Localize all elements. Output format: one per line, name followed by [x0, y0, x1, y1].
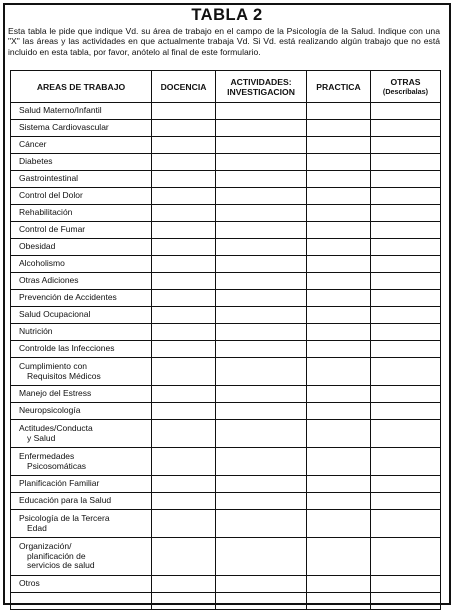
- docencia-cell[interactable]: [152, 103, 216, 120]
- otras-cell[interactable]: [371, 205, 441, 222]
- investigacion-cell[interactable]: [216, 420, 307, 448]
- docencia-cell[interactable]: [152, 273, 216, 290]
- table-row: [11, 510, 441, 538]
- practica-cell[interactable]: [307, 341, 371, 358]
- practica-cell[interactable]: [307, 290, 371, 307]
- area-cell: [11, 538, 152, 576]
- table-row: [11, 386, 441, 403]
- investigacion-cell[interactable]: [216, 222, 307, 239]
- docencia-cell[interactable]: [152, 510, 216, 538]
- table-row: [11, 403, 441, 420]
- docencia-cell[interactable]: [152, 137, 216, 154]
- docencia-cell[interactable]: [152, 120, 216, 137]
- table-row: [11, 576, 441, 593]
- otras-cell[interactable]: [371, 538, 441, 576]
- investigacion-cell[interactable]: [216, 386, 307, 403]
- table-row: [11, 358, 441, 386]
- docencia-cell[interactable]: [152, 290, 216, 307]
- area-cell: [11, 341, 152, 358]
- investigacion-cell[interactable]: [216, 171, 307, 188]
- docencia-cell[interactable]: [152, 358, 216, 386]
- table-row: [11, 256, 441, 273]
- area-cell: [11, 493, 152, 510]
- practica-cell[interactable]: [307, 358, 371, 386]
- practica-cell[interactable]: [307, 476, 371, 493]
- area-label: servicios de salud: [27, 560, 95, 571]
- practica-cell[interactable]: [307, 538, 371, 576]
- area-cell: [11, 171, 152, 188]
- area-cell: [11, 154, 152, 171]
- otras-cell[interactable]: [371, 386, 441, 403]
- area-cell: [11, 273, 152, 290]
- area-cell: [11, 188, 152, 205]
- investigacion-cell[interactable]: [216, 239, 307, 256]
- investigacion-cell[interactable]: [216, 593, 307, 610]
- area-cell: [11, 420, 152, 448]
- investigacion-cell[interactable]: [216, 307, 307, 324]
- area-label: Nutrición: [19, 326, 53, 337]
- intro-text: Esta tabla le pide que indique Vd. su área de trabajo en el campo de la Psicología de la Salud. Indique con una "X" las áreas y las actividades en que actualmente trabaja Vd. Si Vd. está realizando algún trabajo que no está incluido en esta tabla, por favor, anótelo al final de este formulario.: [8, 26, 440, 57]
- otras-cell[interactable]: [371, 273, 441, 290]
- area-cell: [11, 510, 152, 538]
- area-cell: [11, 290, 152, 307]
- area-label: Gastrointestinal: [19, 173, 79, 184]
- otras-cell[interactable]: [371, 239, 441, 256]
- table-row: [11, 154, 441, 171]
- area-label: Cumplimiento con: [19, 360, 88, 371]
- header-otras: [371, 71, 441, 103]
- investigacion-cell[interactable]: [216, 188, 307, 205]
- otras-cell[interactable]: [371, 324, 441, 341]
- practica-cell[interactable]: [307, 510, 371, 538]
- practica-cell[interactable]: [307, 205, 371, 222]
- investigacion-cell[interactable]: [216, 273, 307, 290]
- practica-cell[interactable]: [307, 188, 371, 205]
- table-row: [11, 239, 441, 256]
- investigacion-cell[interactable]: [216, 576, 307, 593]
- area-label: Organización/: [19, 541, 72, 552]
- area-cell: [11, 120, 152, 137]
- area-cell: [11, 386, 152, 403]
- table-row: [11, 593, 441, 610]
- table-row: [11, 307, 441, 324]
- table-row: [11, 290, 441, 307]
- area-label: Control de Fumar: [19, 224, 86, 235]
- docencia-cell[interactable]: [152, 493, 216, 510]
- investigacion-cell[interactable]: [216, 103, 307, 120]
- practica-cell[interactable]: [307, 493, 371, 510]
- area-cell: [11, 476, 152, 493]
- area-label: Requisitos Médicos: [27, 370, 101, 381]
- investigacion-cell[interactable]: [216, 510, 307, 538]
- area-label: Obesidad: [19, 241, 56, 252]
- area-label: Educación para la Salud: [19, 495, 112, 506]
- area-cell: [11, 403, 152, 420]
- docencia-cell[interactable]: [152, 324, 216, 341]
- otras-cell[interactable]: [371, 403, 441, 420]
- area-cell: [11, 593, 152, 610]
- area-cell: [11, 448, 152, 476]
- otras-cell[interactable]: [371, 420, 441, 448]
- practica-cell[interactable]: [307, 448, 371, 476]
- table-row: [11, 103, 441, 120]
- area-cell: [11, 239, 152, 256]
- header-actividades-line2: INVESTIGACION: [227, 86, 295, 97]
- docencia-cell[interactable]: [152, 476, 216, 493]
- practica-cell[interactable]: [307, 103, 371, 120]
- investigacion-cell[interactable]: [216, 403, 307, 420]
- docencia-cell[interactable]: [152, 420, 216, 448]
- investigacion-cell[interactable]: [216, 120, 307, 137]
- otras-cell[interactable]: [371, 493, 441, 510]
- docencia-cell[interactable]: [152, 256, 216, 273]
- area-label: Salud Ocupacional: [19, 309, 91, 320]
- area-cell: [11, 222, 152, 239]
- otras-cell[interactable]: [371, 137, 441, 154]
- practica-cell[interactable]: [307, 154, 371, 171]
- otras-cell[interactable]: [371, 222, 441, 239]
- table-row: [11, 171, 441, 188]
- investigacion-cell[interactable]: [216, 256, 307, 273]
- docencia-cell[interactable]: [152, 188, 216, 205]
- otras-cell[interactable]: [371, 448, 441, 476]
- table-row: [11, 324, 441, 341]
- investigacion-cell[interactable]: [216, 341, 307, 358]
- header-otras-label: OTRAS: [390, 76, 421, 87]
- otras-cell[interactable]: [371, 307, 441, 324]
- table-row: [11, 493, 441, 510]
- area-cell: [11, 256, 152, 273]
- otras-cell[interactable]: [371, 103, 441, 120]
- docencia-cell[interactable]: [152, 239, 216, 256]
- area-label: Controlde las Infecciones: [19, 343, 115, 354]
- otras-cell[interactable]: [371, 510, 441, 538]
- table-row: [11, 448, 441, 476]
- area-cell: [11, 103, 152, 120]
- practica-cell[interactable]: [307, 171, 371, 188]
- practica-cell[interactable]: [307, 256, 371, 273]
- docencia-cell[interactable]: [152, 403, 216, 420]
- investigacion-cell[interactable]: [216, 290, 307, 307]
- investigacion-cell[interactable]: [216, 358, 307, 386]
- area-label: Alcoholismo: [19, 258, 65, 269]
- header-otras-sub: (Descríbalas): [382, 86, 429, 96]
- docencia-cell[interactable]: [152, 307, 216, 324]
- investigacion-cell[interactable]: [216, 324, 307, 341]
- practica-cell[interactable]: [307, 239, 371, 256]
- table-row: [11, 205, 441, 222]
- table-row: [11, 341, 441, 358]
- investigacion-cell[interactable]: [216, 493, 307, 510]
- area-label: Diabetes: [19, 156, 53, 167]
- practica-cell[interactable]: [307, 137, 371, 154]
- otras-cell[interactable]: [371, 120, 441, 137]
- table-row: [11, 273, 441, 290]
- docencia-cell[interactable]: [152, 154, 216, 171]
- otras-cell[interactable]: [371, 188, 441, 205]
- practica-cell[interactable]: [307, 403, 371, 420]
- area-label: planificación de: [27, 550, 86, 561]
- practica-cell[interactable]: [307, 593, 371, 610]
- practica-cell[interactable]: [307, 222, 371, 239]
- otras-cell[interactable]: [371, 290, 441, 307]
- investigacion-cell[interactable]: [216, 154, 307, 171]
- practica-cell[interactable]: [307, 273, 371, 290]
- otras-cell[interactable]: [371, 171, 441, 188]
- table-row: [11, 137, 441, 154]
- docencia-cell[interactable]: [152, 386, 216, 403]
- header-practica: PRACTICA: [307, 71, 371, 103]
- page-title: TABLA 2: [191, 6, 263, 24]
- area-label: Otros: [19, 578, 40, 589]
- otras-cell[interactable]: [371, 593, 441, 610]
- area-label: Neuropsicología: [19, 405, 81, 416]
- table-row: [11, 222, 441, 239]
- practica-cell[interactable]: [307, 324, 371, 341]
- area-label: Otras Adiciones: [19, 275, 79, 286]
- otras-cell[interactable]: [371, 358, 441, 386]
- area-label: Enfermedades: [19, 450, 75, 461]
- area-cell: [11, 205, 152, 222]
- area-cell: [11, 324, 152, 341]
- header-docencia: DOCENCIA: [152, 71, 216, 103]
- practica-cell[interactable]: [307, 386, 371, 403]
- area-label: Control del Dolor: [19, 190, 83, 201]
- investigacion-cell[interactable]: [216, 476, 307, 493]
- table-row: [11, 476, 441, 493]
- area-label: Sistema Cardiovascular: [19, 122, 109, 133]
- table-row: [11, 420, 441, 448]
- docencia-cell[interactable]: [152, 448, 216, 476]
- docencia-cell[interactable]: [152, 576, 216, 593]
- docencia-cell[interactable]: [152, 171, 216, 188]
- area-label: Rehabilitación: [19, 207, 73, 218]
- area-label: Planificación Familiar: [19, 478, 100, 489]
- investigacion-cell[interactable]: [216, 448, 307, 476]
- area-label: Prevención de Accidentes: [19, 292, 117, 303]
- table-row: [11, 188, 441, 205]
- table-header-row: [11, 71, 441, 103]
- area-cell: [11, 358, 152, 386]
- area-label: Edad: [27, 522, 47, 533]
- area-cell: [11, 307, 152, 324]
- otras-cell[interactable]: [371, 256, 441, 273]
- area-label: Psicología de la Tercera: [19, 512, 110, 523]
- investigacion-cell[interactable]: [216, 205, 307, 222]
- docencia-cell[interactable]: [152, 205, 216, 222]
- area-label: Cáncer: [19, 139, 47, 150]
- table-row: [11, 538, 441, 576]
- docencia-cell[interactable]: [152, 538, 216, 576]
- otras-cell[interactable]: [371, 341, 441, 358]
- investigacion-cell[interactable]: [216, 137, 307, 154]
- docencia-cell[interactable]: [152, 222, 216, 239]
- investigacion-cell[interactable]: [216, 538, 307, 576]
- area-label: Salud Materno/Infantil: [19, 105, 102, 116]
- practica-cell[interactable]: [307, 307, 371, 324]
- table-row: [11, 120, 441, 137]
- practica-cell[interactable]: [307, 576, 371, 593]
- header-actividades: [216, 71, 307, 103]
- work-areas-table: [10, 70, 441, 610]
- docencia-cell[interactable]: [152, 341, 216, 358]
- header-areas: AREAS DE TRABAJO: [11, 71, 152, 103]
- area-cell: [11, 137, 152, 154]
- practica-cell[interactable]: [307, 420, 371, 448]
- area-label: Actitudes/Conducta: [19, 422, 93, 433]
- docencia-cell[interactable]: [152, 593, 216, 610]
- otras-cell[interactable]: [371, 576, 441, 593]
- area-label: y Salud: [27, 432, 56, 443]
- practica-cell[interactable]: [307, 120, 371, 137]
- area-label: Psicosomáticas: [27, 460, 87, 471]
- header-actividades-line1: ACTIVIDADES:: [230, 76, 292, 87]
- area-label: Manejo del Estress: [19, 388, 92, 399]
- otras-cell[interactable]: [371, 476, 441, 493]
- otras-cell[interactable]: [371, 154, 441, 171]
- area-cell: [11, 576, 152, 593]
